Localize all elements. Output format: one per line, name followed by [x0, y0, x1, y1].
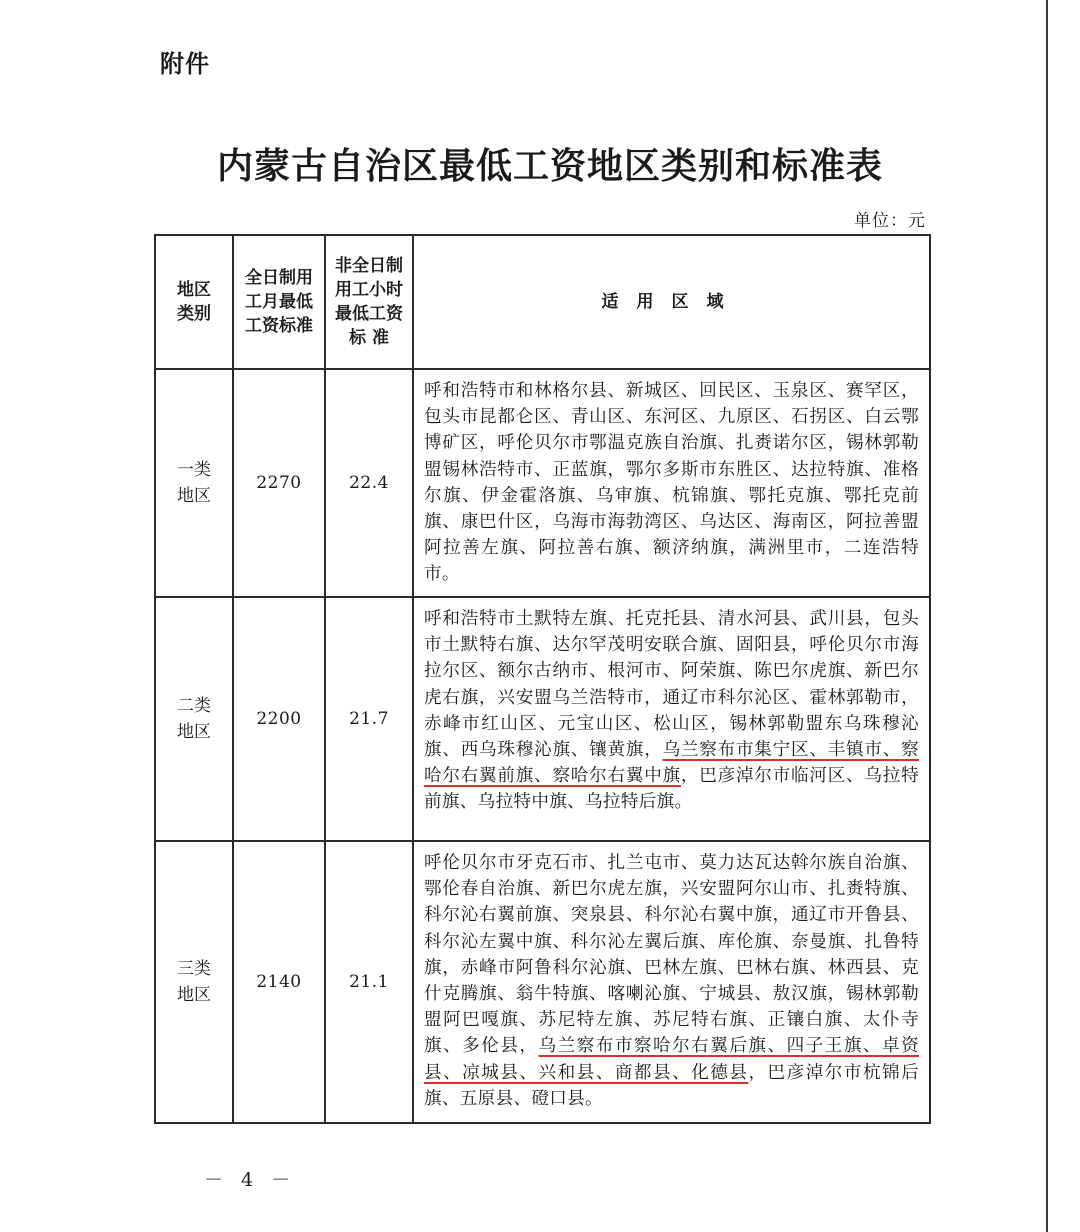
applicable-area-cell — [413, 597, 930, 841]
region-category-cell — [155, 841, 233, 1123]
area-text-after: ，巴彦淖尔市杭锦后旗、五原县、磴口县。 — [424, 1062, 920, 1109]
area-text: 呼和浩特市土默特左旗、托克托县、清水河县、武川县，包头市土默特右旗、达尔罕茂明安联合旗、固阳县，呼伦贝尔市海拉尔区、额尔古纳市、根河市、阿荣旗、陈巴尔虎旗、新巴尔虎右旗，兴安盟乌兰浩特市，通辽市科尔沁区、霍林郭勒市，赤峰市红山区、元宝山区、松山区，锡林郭勒盟东乌珠穆沁旗、西乌珠穆沁旗、镶黄旗， — [424, 609, 919, 761]
hourly-wage-cell: 21.7 — [325, 597, 413, 841]
monthly-wage-cell: 2270 — [233, 369, 325, 597]
table-row — [155, 369, 930, 597]
table-row — [155, 841, 930, 1123]
monthly-wage-cell: 2140 — [233, 841, 325, 1123]
header-parttime-hourly-text: 非全日制用工小时最低工资标 准 — [335, 256, 403, 348]
header-parttime-hourly — [325, 235, 413, 369]
area-underlined-text: 乌兰察布市集宁区、丰镇市、察哈尔右翼前旗、察哈尔右翼中旗 — [424, 740, 920, 787]
region-category-cell — [155, 369, 233, 597]
monthly-wage-cell: 2200 — [233, 597, 325, 841]
header-region-category — [155, 235, 233, 369]
area-text-after: ，巴彦淖尔市临河区、乌拉特前旗、乌拉特中旗、乌拉特后旗。 — [424, 766, 919, 813]
document-title: 内蒙古自治区最低工资地区类别和标准表 — [216, 146, 883, 187]
page-number: － 4 － — [204, 1169, 297, 1191]
unit-label: 单位：元 — [854, 211, 926, 231]
hourly-wage-cell: 22.4 — [325, 369, 413, 597]
applicable-area-cell — [413, 369, 930, 597]
region-category-text: 一类地区 — [176, 460, 211, 506]
area-text: 呼和浩特市和林格尔县、新城区、回民区、玉泉区、赛罕区，包头市昆都仑区、青山区、东河区、九原区、石拐区、白云鄂博矿区，呼伦贝尔市鄂温克族自治旗、扎赉诺尔区，锡林郭勒盟锡林浩特市、正蓝旗，鄂尔多斯市东胜区、达拉特旗、准格尔旗、伊金霍洛旗、乌审旗、杭锦旗、鄂托克旗、鄂托克前旗、康巴什区，乌海市海勃湾区、乌达区、海南区，阿拉善盟阿拉善左旗、阿拉善右旗、额济纳旗，满洲里市，二连浩特市。 — [424, 381, 919, 585]
region-category-cell — [155, 597, 233, 841]
header-fulltime-monthly-text: 全日制用工月最低工资标准 — [244, 268, 313, 336]
area-text: 呼伦贝尔市牙克石市、扎兰屯市、莫力达瓦达斡尔族自治旗、鄂伦春自治旗、新巴尔虎左旗，兴安盟阿尔山市、扎赉特旗、科尔沁右翼前旗、突泉县、科尔沁右翼中旗，通辽市开鲁县、科尔沁左翼中旗、科尔沁左翼后旗、库伦旗、奈曼旗、扎鲁特旗，赤峰市阿鲁科尔沁旗、巴林左旗、巴林右旗、林西县、克什克腾旗、翁牛特旗、喀喇沁旗、宁城县、敖汉旗，锡林郭勒盟阿巴嘎旗、苏尼特左旗、苏尼特右旗、正镶白旗、太仆寺旗、多伦县， — [424, 853, 919, 1057]
minimum-wage-table — [154, 234, 931, 1124]
header-fulltime-monthly — [233, 235, 325, 369]
attachment-label: 附件 — [160, 50, 210, 78]
header-region-category-text: 地区类别 — [177, 280, 211, 324]
region-category-text: 二类地区 — [176, 696, 211, 742]
hourly-wage-cell: 21.1 — [325, 841, 413, 1123]
page-edge-rule — [1046, 0, 1048, 1232]
applicable-area-cell — [413, 841, 930, 1123]
header-applicable-area: 适用区域 — [413, 235, 930, 369]
area-underlined-text: 乌兰察布市察哈尔右翼后旗、四子王旗、卓资县、凉城县、兴和县、商都县、化德县 — [424, 1036, 919, 1083]
table-header-row — [155, 235, 930, 369]
region-category-text: 三类地区 — [176, 959, 211, 1005]
table-row — [155, 597, 930, 841]
